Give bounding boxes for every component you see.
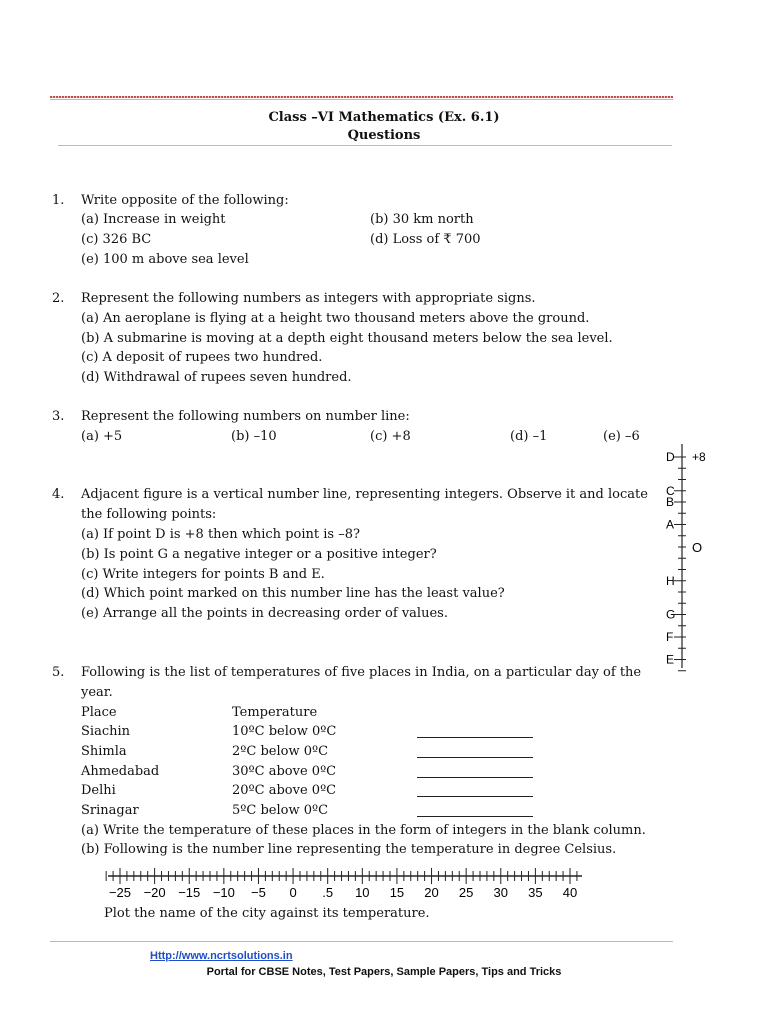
point-label-g: G bbox=[666, 607, 676, 622]
point-label-b: B bbox=[666, 495, 675, 509]
q2-item-b: (b) A submarine is moving at a depth eight thousand meters below the sea level. bbox=[81, 331, 613, 346]
q4-item-c: (c) Write integers for points B and E. bbox=[81, 567, 325, 582]
q5-number: 5. bbox=[52, 665, 65, 680]
q5-plot-instruction: Plot the name of the city against its temperature. bbox=[104, 906, 430, 921]
q5-prompt-line2: year. bbox=[81, 685, 113, 700]
table-row-temp: 30ºC above 0ºC bbox=[232, 764, 337, 779]
q2-item-c: (c) A deposit of rupees two hundred. bbox=[81, 350, 323, 365]
table-row-place: Shimla bbox=[81, 744, 127, 759]
temperature-tick-label: 20 bbox=[424, 885, 439, 900]
table-row-place: Siachin bbox=[81, 724, 130, 739]
answer-blank bbox=[417, 737, 533, 738]
q1-item-e: (e) 100 m above sea level bbox=[81, 252, 249, 267]
footer-tagline: Portal for CBSE Notes, Test Papers, Sample Papers, Tips and Tricks bbox=[206, 966, 562, 978]
point-label-f: F bbox=[666, 630, 674, 644]
q3-number: 3. bbox=[52, 409, 65, 424]
point-label-c: C bbox=[666, 483, 675, 498]
point-label-h: H bbox=[666, 573, 675, 588]
table-row-temp: 5ºC below 0ºC bbox=[232, 803, 329, 818]
table-row-place: Srinagar bbox=[81, 803, 139, 818]
temperature-tick-label: −5 bbox=[251, 885, 266, 900]
q3-item-d: (d) –1 bbox=[510, 429, 548, 444]
temperature-tick-label: 40 bbox=[562, 885, 578, 900]
q3-item-a: (a) +5 bbox=[81, 429, 123, 444]
temperature-tick-label: −15 bbox=[178, 885, 201, 900]
table-row-temp: 10ºC below 0ºC bbox=[232, 724, 337, 739]
temperature-tick-label: 25 bbox=[458, 885, 474, 900]
plus-eight-label: +8 bbox=[692, 450, 706, 464]
temperature-number-line bbox=[100, 860, 590, 902]
q5-prompt-line1: Following is the list of temperatures of five places in India, on a particular day of the bbox=[81, 665, 642, 680]
q1-item-b: (b) 30 km north bbox=[370, 212, 474, 227]
temperature-tick-label: 0 bbox=[289, 885, 297, 900]
table-row-place: Delhi bbox=[81, 783, 116, 798]
answer-blank bbox=[417, 816, 533, 817]
temperature-tick-label: 10 bbox=[355, 885, 370, 900]
q3-item-c: (c) +8 bbox=[370, 429, 411, 444]
q3-item-b: (b) –10 bbox=[231, 429, 277, 444]
temperature-tick-label: 15 bbox=[389, 885, 405, 900]
temperature-tick-labels bbox=[109, 885, 577, 900]
footer-rule bbox=[50, 941, 673, 942]
q2-item-d: (d) Withdrawal of rupees seven hundred. bbox=[81, 370, 352, 385]
q2-number: 2. bbox=[52, 291, 65, 306]
q1-prompt: Write opposite of the following: bbox=[81, 193, 289, 208]
table-row-place: Ahmedabad bbox=[81, 764, 160, 779]
q1-item-a: (a) Increase in weight bbox=[81, 212, 226, 227]
q4-number: 4. bbox=[52, 487, 65, 502]
page-title: Class –VI Mathematics (Ex. 6.1) bbox=[268, 110, 500, 125]
q2-prompt: Represent the following numbers as integers with appropriate signs. bbox=[81, 291, 536, 306]
title-rule bbox=[58, 145, 672, 146]
header-rule-thin bbox=[50, 99, 673, 100]
q5-item-a: (a) Write the temperature of these places in the form of integers in the blank column. bbox=[81, 823, 646, 838]
q4-item-b: (b) Is point G a negative integer or a positive integer? bbox=[81, 547, 437, 562]
header-rule bbox=[50, 96, 673, 98]
point-label-e: E bbox=[666, 652, 675, 667]
vertical-number-line bbox=[656, 440, 726, 672]
q4-item-d: (d) Which point marked on this number line has the least value? bbox=[81, 586, 505, 601]
q4-prompt-line1: Adjacent figure is a vertical number line, representing integers. Observe it and locate bbox=[81, 487, 648, 502]
temperature-tick-label: 35 bbox=[528, 885, 543, 900]
answer-blank bbox=[417, 757, 533, 758]
q2-item-a: (a) An aeroplane is flying at a height two thousand meters above the ground. bbox=[81, 311, 590, 326]
q3-item-e: (e) –6 bbox=[603, 429, 640, 444]
q5-col-place: Place bbox=[81, 705, 117, 720]
temperature-tick-label: −10 bbox=[212, 885, 235, 900]
q4-prompt-line2: the following points: bbox=[81, 507, 217, 522]
answer-blank bbox=[417, 796, 533, 797]
q5-col-temperature: Temperature bbox=[232, 705, 318, 720]
temperature-tick-label: −25 bbox=[108, 885, 132, 900]
table-row-temp: 2ºC below 0ºC bbox=[232, 744, 329, 759]
temperature-tick-label: −20 bbox=[143, 885, 166, 900]
temperature-tick-label: 30 bbox=[493, 885, 509, 900]
q5-item-b: (b) Following is the number line representing the temperature in degree Celsius. bbox=[81, 842, 617, 857]
q4-item-e: (e) Arrange all the points in decreasing order of values. bbox=[81, 606, 448, 621]
point-label-d: D bbox=[666, 450, 675, 464]
answer-blank bbox=[417, 777, 533, 778]
zero-label: O bbox=[692, 540, 703, 555]
q1-item-d: (d) Loss of ₹ 700 bbox=[370, 232, 481, 247]
page-subtitle: Questions bbox=[347, 128, 421, 143]
footer-link[interactable]: Http://www.ncrtsolutions.in bbox=[150, 950, 293, 962]
point-label-a: A bbox=[666, 517, 675, 532]
q4-item-a: (a) If point D is +8 then which point is –8? bbox=[81, 527, 360, 542]
q1-number: 1. bbox=[52, 193, 65, 208]
table-row-temp: 20ºC above 0ºC bbox=[232, 783, 337, 798]
vertical-point-labels bbox=[666, 450, 678, 667]
temperature-tick-label: .5 bbox=[322, 885, 334, 900]
q1-item-c: (c) 326 BC bbox=[81, 232, 152, 247]
q3-prompt: Represent the following numbers on number line: bbox=[81, 409, 410, 424]
